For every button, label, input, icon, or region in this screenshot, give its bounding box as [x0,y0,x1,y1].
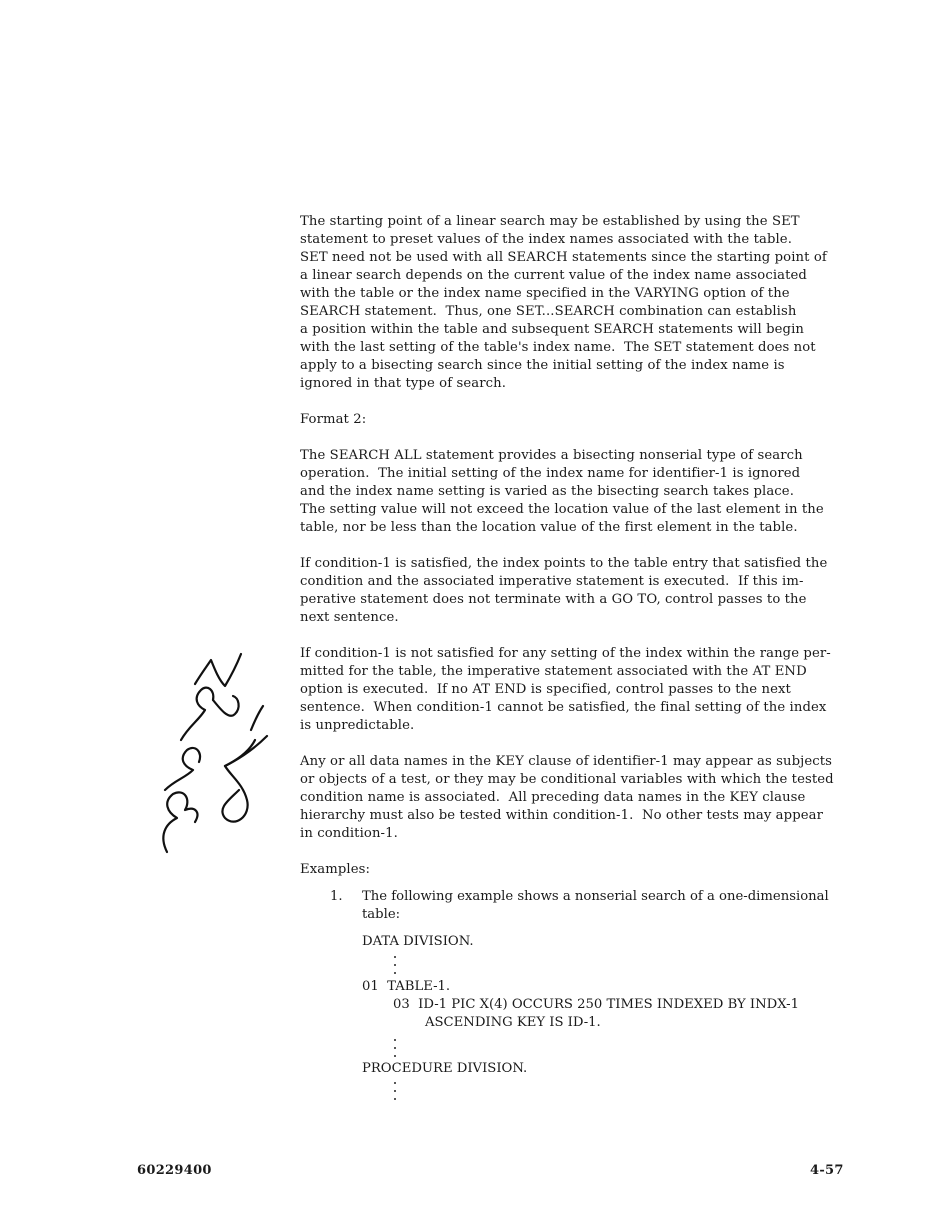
vertical-ellipsis-icon [394,1082,398,1106]
code-table-line: 01 TABLE-1. [362,979,451,994]
handwritten-signature-icon [155,640,275,860]
document-number: 60229400 [137,1163,212,1178]
paragraph-linear-search: The starting point of a linear search may be established by using the SET statement to preset values of the index names associated with the table. SET need not be used with all SEARCH statements since the starting point of a linear search depends on the current value of the index name associated with the table or the index name specified in the VARYING option of the SEARCH statement. Thus, one SET...SEARCH combination can establish a position within the table and subsequent SEARCH statements will begin with the last setting of the table's index name. The SET statement does not apply to a bisecting search since the initial setting of the index name is ignored in that type of search. [300,214,827,391]
example-description: The following example shows a nonserial search of a one-dimensional table: [362,889,829,922]
paragraph-condition-satisfied: If condition-1 is satisfied, the index points to the table entry that satisfied the condition and the associated imperative statement is executed. If this im- perative statement does not terminate with a GO TO, control passes to the next sentence. [300,556,828,625]
format-label: Format 2: [300,412,367,427]
paragraph-key-clause: Any or all data names in the KEY clause of identifier-1 may appear as subjects or objects of a test, or they may be conditional variables with which the tested condition name is associated. All preceding data names in the KEY clause hierarchy must also be tested within condition-1. No other tests may appear in condition-1. [300,754,834,841]
code-procedure-division: PROCEDURE DIVISION. [362,1061,528,1076]
example-number: 1. [330,889,343,904]
examples-label: Examples: [300,862,371,877]
vertical-ellipsis-icon [394,956,398,980]
code-id-line: 03 ID-1 PIC X(4) OCCURS 250 TIMES INDEXED BY INDX-1 [393,997,800,1012]
code-key-line: ASCENDING KEY IS ID-1. [425,1015,601,1030]
paragraph-condition-not-satisfied: If condition-1 is not satisfied for any setting of the index within the range per- mitted for the table, the imperative statement associated with the AT END option is executed. If no AT END is specified, control passes to the next sentence. When condition-1 cannot be satisfied, the final setting of the index is unpredictable. [300,646,831,733]
page-number: 4-57 [810,1163,844,1178]
paragraph-search-all: The SEARCH ALL statement provides a bisecting nonserial type of search operation. The initial setting of the index name for identifier-1 is ignored and the index name setting is varied as the bisecting search takes place. The setting value will not exceed the location value of the last element in the table, nor be less than the location value of the first element in the table. [300,448,824,535]
code-data-division: DATA DIVISION. [362,934,474,949]
